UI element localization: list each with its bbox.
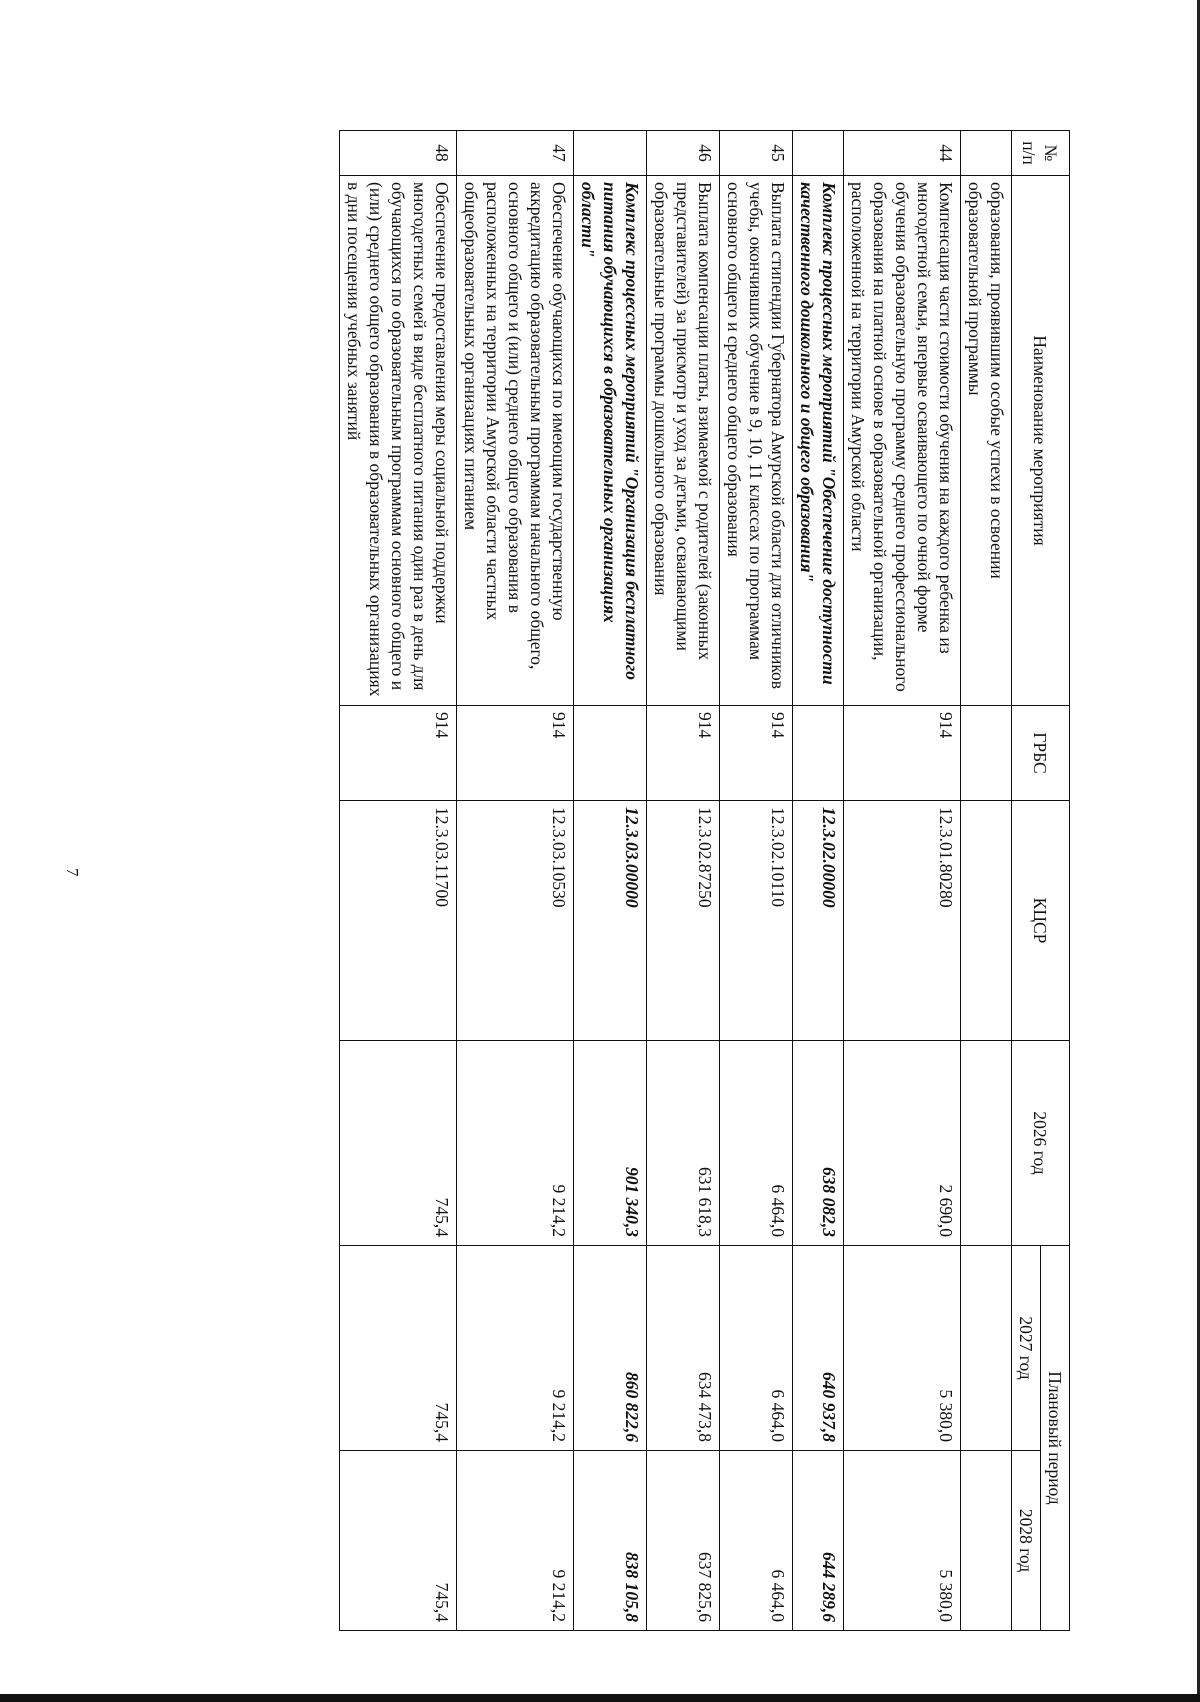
cell-2028: 637 825,6 xyxy=(647,1451,720,1631)
cell-2028: 838 105,8 xyxy=(574,1451,647,1631)
cell-name: Комплекс процессных мероприятий "Организация бесплатного питания обучающихся в образовательных организациях области" xyxy=(574,176,647,706)
cell-name: Выплата стипендии Губернатора Амурской области для отличников учебы, окончивших обучение в 9, 10, 11 классах по программам основного общего и среднего общего образования xyxy=(720,176,793,706)
table-row xyxy=(340,131,457,1631)
cell-kcsr: 12.3.02.00000 xyxy=(793,801,844,1041)
table-row xyxy=(647,131,720,1631)
cell-2028: 5 380,0 xyxy=(844,1451,961,1631)
cell-2027: 860 822,6 xyxy=(574,1246,647,1451)
cell-2027 xyxy=(961,1246,1012,1451)
cell-grbs: 914 xyxy=(457,706,574,801)
cell-num: 44 xyxy=(844,131,961,176)
cell-grbs xyxy=(574,706,647,801)
cell-2026: 901 340,3 xyxy=(574,1041,647,1246)
header-year-2027: 2027 год xyxy=(1012,1246,1041,1451)
cell-name: Обеспечение обучающихся по имеющим государственную аккредитацию образовательным программам начального общего, основного общего и (или) среднего общего образования в расположенных на территории Амурской области частных общеобразовательных организациях питанием xyxy=(457,176,574,706)
cell-kcsr: 12.3.03.10530 xyxy=(457,801,574,1041)
cell-name: Обеспечение предоставления меры социальной поддержки многодетных семей в виде бесплатного питания один раз в день для обучающихся по образовательным программам основного общего и (или) среднего общего образования в образовательных организациях в дни посещения учебных занятий xyxy=(340,176,457,706)
cell-kcsr: 12.3.02.87250 xyxy=(647,801,720,1041)
cell-2026: 745,4 xyxy=(340,1041,457,1246)
cell-num xyxy=(574,131,647,176)
cell-2027: 745,4 xyxy=(340,1246,457,1451)
cell-2026: 638 082,3 xyxy=(793,1041,844,1246)
cell-2028: 644 289,6 xyxy=(793,1451,844,1631)
cell-2026: 6 464,0 xyxy=(720,1041,793,1246)
cell-2026: 2 690,0 xyxy=(844,1041,961,1246)
cell-2028: 9 214,2 xyxy=(457,1451,574,1631)
cell-num xyxy=(961,131,1012,176)
header-planned-period: Плановый период xyxy=(1041,1246,1070,1631)
budget-table xyxy=(339,130,1070,1631)
cell-name: Выплата компенсации платы, взимаемой с родителей (законных представителей) за присмотр и уход за детьми, осваивающими образовательные программы дошкольного образования xyxy=(647,176,720,706)
cell-2027: 9 214,2 xyxy=(457,1246,574,1451)
table-row-subtotal xyxy=(574,131,647,1631)
cell-grbs: 914 xyxy=(647,706,720,801)
cell-num: 48 xyxy=(340,131,457,176)
header-name: Наименование мероприятия xyxy=(1012,176,1070,706)
cell-num xyxy=(793,131,844,176)
cell-kcsr xyxy=(961,801,1012,1041)
cell-2026 xyxy=(961,1041,1012,1246)
header-num xyxy=(1012,131,1070,176)
cell-grbs: 914 xyxy=(720,706,793,801)
header-grbs: ГРБС xyxy=(1012,706,1070,801)
cell-kcsr: 12.3.02.10110 xyxy=(720,801,793,1041)
cell-name: Компенсация части стоимости обучения на каждого ребенка из многодетной семьи, впервые осваивающего по очной форме обучения образовательную программу среднего профессионального образования на платной основе в образовательной организации, расположенной на территории Амурской области xyxy=(844,176,961,706)
rotated-table-container xyxy=(180,130,1070,1630)
cell-2027: 640 937,8 xyxy=(793,1246,844,1451)
table-row xyxy=(720,131,793,1631)
cell-name: Комплекс процессных мероприятий "Обеспечение доступности качественного дошкольного и общего образования" xyxy=(793,176,844,706)
cell-name: образования, проявившим особые успехи в освоении образовательной программы xyxy=(961,176,1012,706)
cell-kcsr: 12.3.03.11700 xyxy=(340,801,457,1041)
cell-grbs xyxy=(961,706,1012,801)
table-row xyxy=(457,131,574,1631)
cell-grbs: 914 xyxy=(340,706,457,801)
cell-num: 45 xyxy=(720,131,793,176)
cell-2028: 745,4 xyxy=(340,1451,457,1631)
table-header xyxy=(1012,131,1070,1631)
cell-2028: 6 464,0 xyxy=(720,1451,793,1631)
scan-edge-bottom xyxy=(0,1694,1200,1702)
cell-2026: 9 214,2 xyxy=(457,1041,574,1246)
table-row xyxy=(961,131,1012,1631)
header-year-2028: 2028 год xyxy=(1012,1451,1041,1631)
cell-num: 47 xyxy=(457,131,574,176)
page-number: 7 xyxy=(63,868,82,877)
cell-2027: 5 380,0 xyxy=(844,1246,961,1451)
cell-kcsr: 12.3.03.00000 xyxy=(574,801,647,1041)
table-body xyxy=(340,131,1012,1631)
table-row xyxy=(844,131,961,1631)
header-kcsr: КЦСР xyxy=(1012,801,1070,1041)
cell-grbs xyxy=(793,706,844,801)
cell-2026: 631 618,3 xyxy=(647,1041,720,1246)
cell-2027: 634 473,8 xyxy=(647,1246,720,1451)
cell-num: 46 xyxy=(647,131,720,176)
table-row-subtotal xyxy=(793,131,844,1631)
cell-2027: 6 464,0 xyxy=(720,1246,793,1451)
cell-grbs: 914 xyxy=(844,706,961,801)
header-num-sub-label: п/п xyxy=(1019,141,1040,165)
header-year-2026: 2026 год xyxy=(1012,1041,1070,1246)
cell-kcsr: 12.3.01.80280 xyxy=(844,801,961,1041)
cell-2028 xyxy=(961,1451,1012,1631)
header-num-label: № xyxy=(1041,144,1062,162)
